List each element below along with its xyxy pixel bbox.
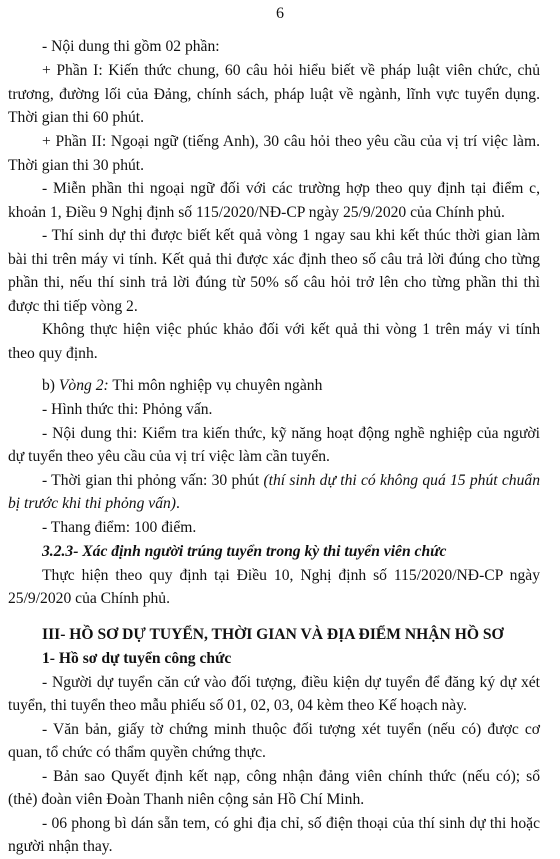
heading-section-1: 1- Hồ sơ dự tuyển công chức — [42, 649, 232, 667]
paragraph-exam-contents: - Nội dung thi: Kiểm tra kiến thức, kỹ năng hoạt động nghề nghiệp của người dự tuyển theo yêu cầu của vị trí việc làm cần tuyển. — [8, 424, 540, 466]
round2-label: Vòng 2: — [58, 376, 109, 394]
paragraph-part-1: + Phần I: Kiến thức chung, 60 câu hỏi hiểu biết về pháp luật viên chức, chủ trương, đường lối của Đảng, chính sách, pháp luật về ngành, lĩnh vực tuyển dụng. Thời gian thi 60 phút. — [8, 62, 540, 127]
paragraph-score-scale: - Thang điểm: 100 điểm. — [42, 518, 197, 536]
paragraph-envelopes: - 06 phong bì dán sẵn tem, có ghi địa chỉ, số điện thoại của thí sinh dự thi hoặc người nhận thay. — [8, 814, 540, 856]
paragraph-round-2 — [8, 374, 540, 398]
heading-section-III: III- HỒ SƠ DỰ TUYỂN, THỜI GIAN VÀ ĐỊA ĐIỂM NHẬN HỒ SƠ — [42, 625, 504, 643]
page-number: 6 — [276, 5, 284, 22]
paragraph-documents: - Văn bản, giấy tờ chứng minh thuộc đối tượng xét tuyển (nếu có) được cơ quan, tổ chức có thẩm quyền chứng thực. — [8, 720, 540, 762]
paragraph-exam-content: - Nội dung thi gồm 02 phần: — [42, 38, 220, 55]
paragraph-interview-time — [8, 469, 540, 516]
paragraph-implementation: Thực hiện theo quy định tại Điều 10, Nghị định số 115/2020/NĐ-CP ngày 25/9/2020 của Chính phủ. — [8, 566, 540, 608]
paragraph-party-copy: - Bản sao Quyết định kết nạp, công nhận đảng viên chính thức (nếu có); sổ (thẻ) đoàn viên Đoàn Thanh niên cộng sản Hồ Chí Minh. — [8, 767, 540, 809]
interview-time-note: (thí sinh dự thi có không quá 15 phút chuẩn bị trước khi thi phỏng vấn) — [8, 471, 540, 513]
paragraph-exam-format: - Hình thức thi: Phỏng vấn. — [42, 400, 213, 418]
round2-text: Thi môn nghiệp vụ chuyên ngành — [108, 376, 323, 394]
paragraph-round1-results: - Thí sinh dự thi được biết kết quả vòng 1 ngay sau khi kết thúc thời gian làm bài thi trên máy vi tính. Kết quả thi được xác định theo số câu trả lời đúng cho từng phần thi, nếu thí sinh trả lời đúng từ 50% số câu hỏi trở lên cho từng phần thi thì được thi tiếp vòng 2. — [8, 227, 540, 315]
interview-time-text: - Thời gian thi phỏng vấn: 30 phút — [42, 471, 264, 489]
heading-3-2-3: 3.2.3- Xác định người trúng tuyển trong kỳ thi tuyển viên chức — [42, 542, 447, 560]
interview-time-end: . — [175, 495, 180, 513]
paragraph-part-2: + Phần II: Ngoại ngữ (tiếng Anh), 30 câu hỏi theo yêu cầu của vị trí việc làm. Thời gian thi 30 phút. — [8, 133, 540, 174]
paragraph-no-review: Không thực hiện việc phúc khảo đối với kết quả thi vòng 1 trên máy vi tính theo quy định. — [8, 321, 540, 362]
round2-prefix: b) — [42, 376, 59, 394]
paragraph-exemption: - Miễn phần thi ngoại ngữ đối với các trường hợp theo quy định tại điểm c, khoản 1, Điều 9 Nghị định số 115/2020/NĐ-CP ngày 25/9/2020 của Chính phủ. — [8, 180, 540, 221]
paragraph-applicant: - Người dự tuyển căn cứ vào đối tượng, điều kiện dự tuyển để đăng ký dự xét tuyển, thi tuyển theo mẫu phiếu số 01, 02, 03, 04 kèm theo Kế hoạch này. — [8, 673, 540, 715]
